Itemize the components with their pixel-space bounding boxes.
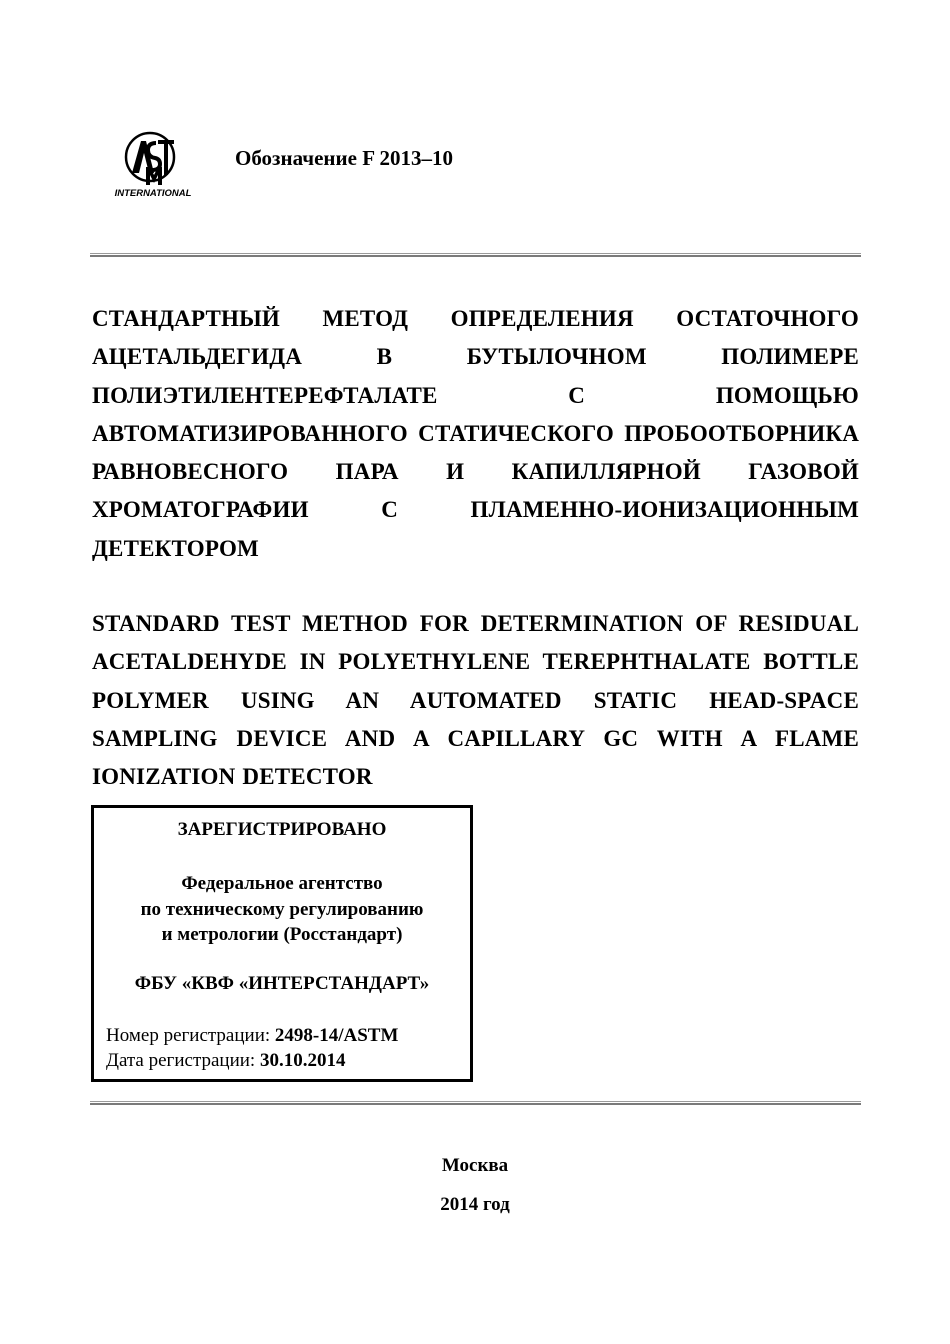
registration-agency	[94, 871, 470, 948]
agency-line-3: и метрологии (Росстандарт)	[161, 924, 403, 945]
svg-text:INTERNATIONAL: INTERNATIONAL	[114, 188, 192, 199]
astm-logo	[108, 127, 198, 199]
top-divider	[90, 253, 861, 257]
agency-line-2: по техническому регулированию	[140, 898, 424, 920]
registration-date-row	[106, 1048, 398, 1073]
publication-city: Москва	[441, 1155, 509, 1176]
registration-number-value: 2498-14/ASTM	[274, 1025, 399, 1046]
registration-heading: ЗАРЕГИСТРИРОВАНО	[177, 819, 387, 840]
registration-date-label: Дата регистрации:	[106, 1050, 260, 1071]
astm-logo-graphic	[108, 127, 198, 199]
standard-designation: Обозначение F 2013–10	[235, 146, 453, 170]
publication-year: 2014 год	[440, 1194, 510, 1215]
title-russian: СТАНДАРТНЫЙ МЕТОД ОПРЕДЕЛЕНИЯ ОСТАТОЧНОГО АЦЕТАЛЬДЕГИДА В БУТЫЛОЧНОМ ПОЛИМЕРЕ ПОЛИЭТИЛЕНТЕРЕФТАЛАТЕ С ПОМОЩЬЮ АВТОМАТИЗИРОВАННОГО СТАТИЧЕСКОГО ПРОБООТБОРНИКА РАВНОВЕСНОГО ПАРА И КАПИЛЛЯРНОЙ ГАЗОВОЙ ХРОМАТОГРАФИИ С ПЛАМЕННО-ИОНИЗАЦИОННЫМ ДЕТЕКТОРОМ	[92, 306, 859, 561]
registration-number-row	[106, 1023, 398, 1048]
title-english: STANDARD TEST METHOD FOR DETERMINATION OF RESIDUAL ACETALDEHYDE IN POLYETHYLENE TEREPHTHALATE BOTTLE POLYMER USING AN AUTOMATED STATIC HEAD-SPACE SAMPLING DEVICE AND A CAPILLARY GC WITH A FLAME IONIZATION DETECTOR	[92, 611, 859, 790]
registration-organization: ФБУ «КВФ «ИНТЕРСТАНДАРТ»	[134, 973, 430, 994]
bottom-divider	[90, 1101, 861, 1105]
agency-line-1: Федеральное агентство	[181, 873, 383, 894]
registration-details	[106, 1023, 398, 1073]
registration-number-label: Номер регистрации:	[106, 1025, 275, 1046]
registration-box	[91, 805, 473, 1082]
registration-date-value: 30.10.2014	[259, 1050, 346, 1071]
